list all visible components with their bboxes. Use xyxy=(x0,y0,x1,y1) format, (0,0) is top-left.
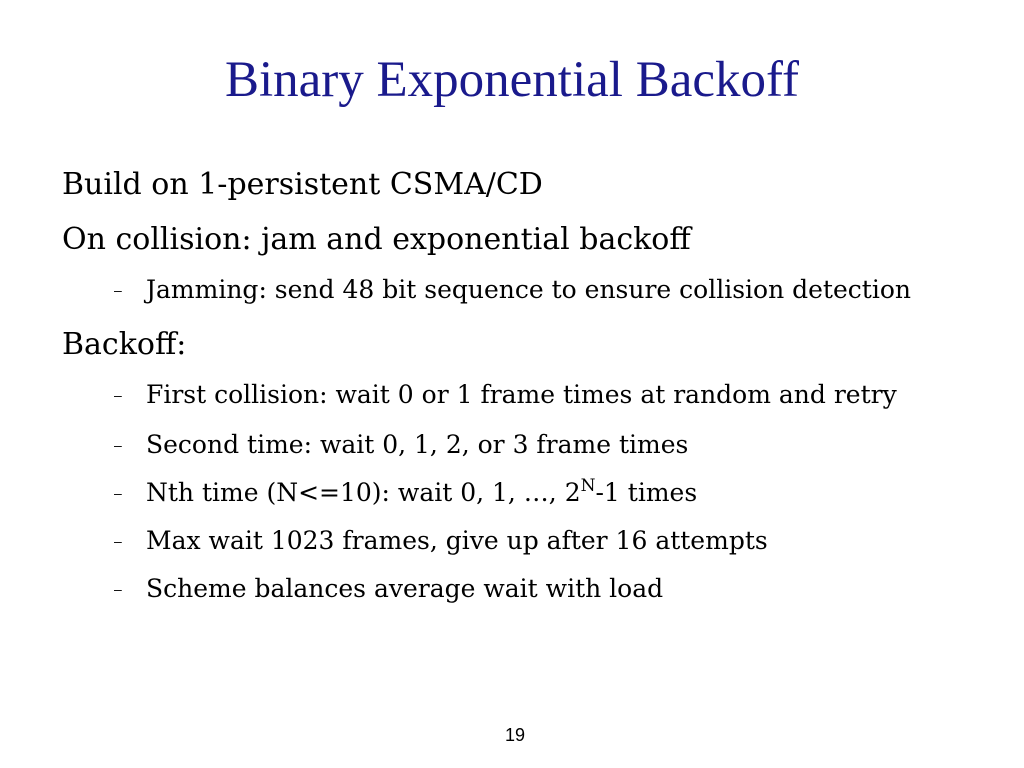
sub-bullet-nth-time xyxy=(62,473,962,513)
sub-bullet-max-wait xyxy=(62,521,962,561)
dash-bullet-icon: – xyxy=(114,533,122,549)
dash-bullet-icon: – xyxy=(114,387,122,403)
sub-bullet-text: Jamming: send 48 bit sequence to ensure collision detection xyxy=(146,275,911,304)
bullet-build-on: Build on 1-persistent CSMA/CD xyxy=(62,167,543,202)
sub-bullet-scheme xyxy=(62,569,962,609)
bullet-on-collision: On collision: jam and exponential backoff xyxy=(62,222,691,257)
sub-bullet-text: Max wait 1023 frames, give up after 16 attempts xyxy=(146,526,768,555)
sub-bullet-second-time xyxy=(62,425,962,465)
sub-bullet-text: Scheme balances average wait with load xyxy=(146,574,664,603)
superscript-n: N xyxy=(580,476,596,496)
dash-bullet-icon: – xyxy=(114,282,122,298)
dash-bullet-icon: – xyxy=(114,437,122,453)
dash-bullet-icon: – xyxy=(114,485,122,501)
bullet-backoff: Backoff: xyxy=(62,327,187,362)
slide-body xyxy=(62,160,962,617)
sub-bullet-text: First collision: wait 0 or 1 frame times at random and retry xyxy=(146,380,897,409)
slide-title: Binary Exponential Backoff xyxy=(224,52,800,108)
sub-bullet-text: Second time: wait 0, 1, 2, or 3 frame times xyxy=(146,430,689,459)
sub-bullet-text-before: Nth time (N<=10): wait 0, 1, …, 2 xyxy=(146,478,581,507)
sub-bullet-jamming xyxy=(62,270,962,310)
sub-bullet-text-after: -1 times xyxy=(595,478,698,507)
page-number: 19 xyxy=(504,725,526,745)
dash-bullet-icon: – xyxy=(114,581,122,597)
sub-bullet-first-collision xyxy=(62,375,962,415)
